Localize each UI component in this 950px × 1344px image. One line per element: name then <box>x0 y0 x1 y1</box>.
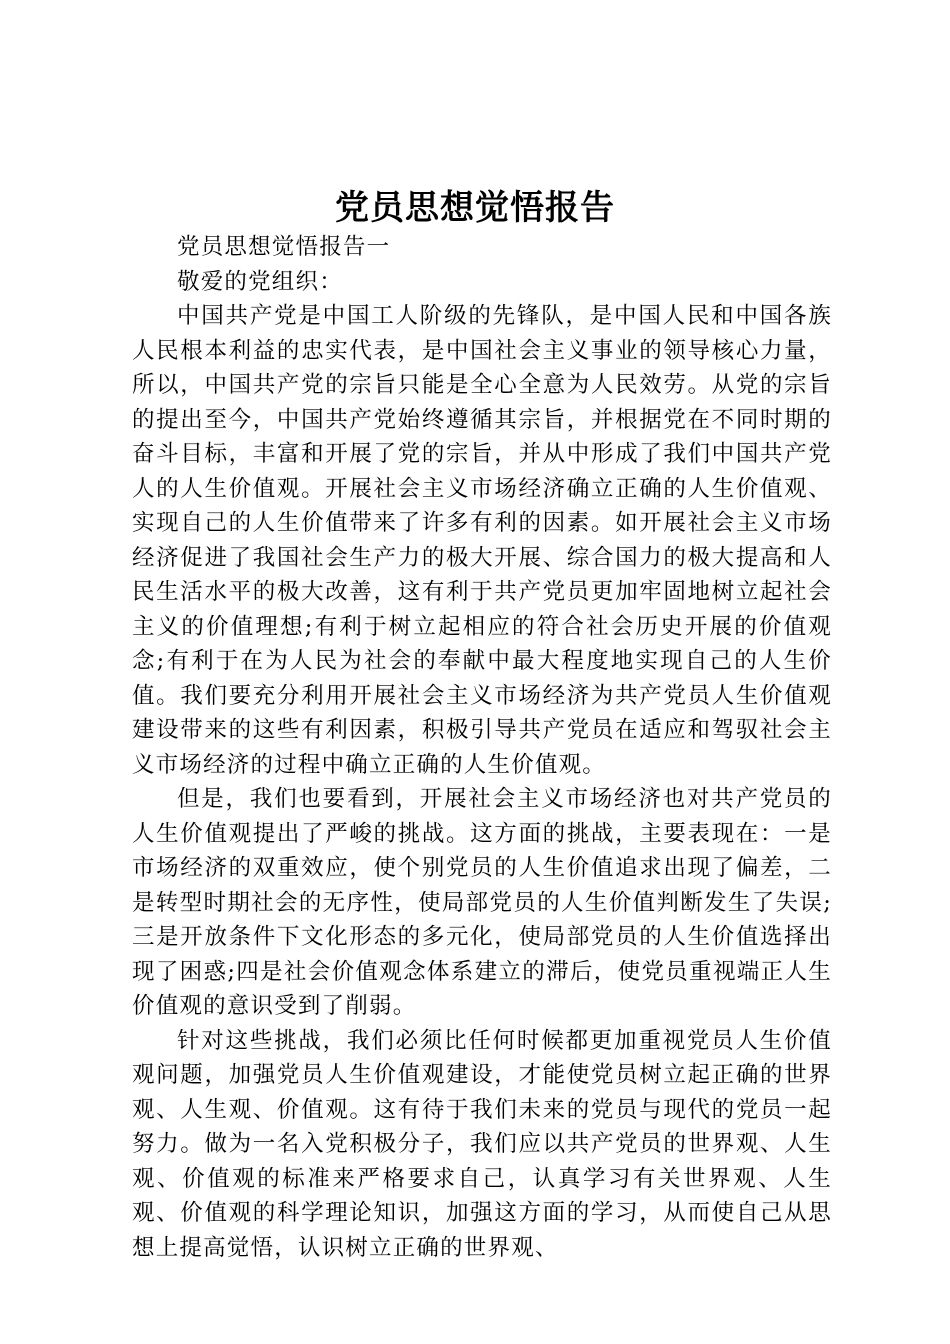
body-paragraph-1: 中国共产党是中国工人阶级的先锋队，是中国人民和中国各族人民根本利益的忠实代表，是中国社会主义事业的领导核心力量，所以，中国共产党的宗旨只能是全心全意为人民效劳。从党的宗旨的提出至今，中国共产党始终遵循其宗旨，并根据党在不同时期的奋斗目标，丰富和开展了党的宗旨，并从中形成了我们中国共产党人的人生价值观。开展社会主义市场经济确立正确的人生价值观、实现自己的人生价值带来了许多有利的因素。如开展社会主义市场经济促进了我国社会生产力的极大开展、综合国力的极大提高和人民生活水平的极大改善，这有利于共产党员更加牢固地树立起社会主义的价值理想;有利于树立起相应的符合社会历史开展的价值观念;有利于在为人民为社会的奉献中最大程度地实现自己的人生价值。我们要充分利用开展社会主义市场经济为共产党员人生价值观建设带来的这些有利因素，积极引导共产党员在适应和驾驭社会主义市场经济的过程中确立正确的人生价值观。 <box>132 303 832 778</box>
salutation-line: 敬爱的党组织： <box>177 268 343 295</box>
body-paragraph-3: 针对这些挑战，我们必须比任何时候都更加重视党员人生价值观问题，加强党员人生价值观建设，才能使党员树立起正确的世界观、人生观、价值观。这有待于我们未来的党员与现代的党员一起努力。做为一名入党积极分子，我们应以共产党员的世界观、人生观、价值观的标准来严格要求自己，认真学习有关世界观、人生观、价值观的科学理论知识，加强这方面的学习，从而使自己从思想上提高觉悟，认识树立正确的世界观、 <box>132 1027 832 1261</box>
subtitle-line: 党员思想觉悟报告一 <box>177 234 391 260</box>
document-body <box>132 230 832 1265</box>
body-paragraph-2: 但是，我们也要看到，开展社会主义市场经济也对共产党员的人生价值观提出了严峻的挑战。这方面的挑战，主要表现在：一是市场经济的双重效应，使个别党员的人生价值追求出现了偏差，二是转型时期社会的无序性，使局部党员的人生价值判断发生了失误;三是开放条件下文化形态的多元化，使局部党员的人生价值选择出现了困惑;四是社会价值观念体系建立的滞后，使党员重视端正人生价值观的意识受到了削弱。 <box>132 786 832 1019</box>
document-title: 党员思想觉悟报告 <box>335 188 615 228</box>
